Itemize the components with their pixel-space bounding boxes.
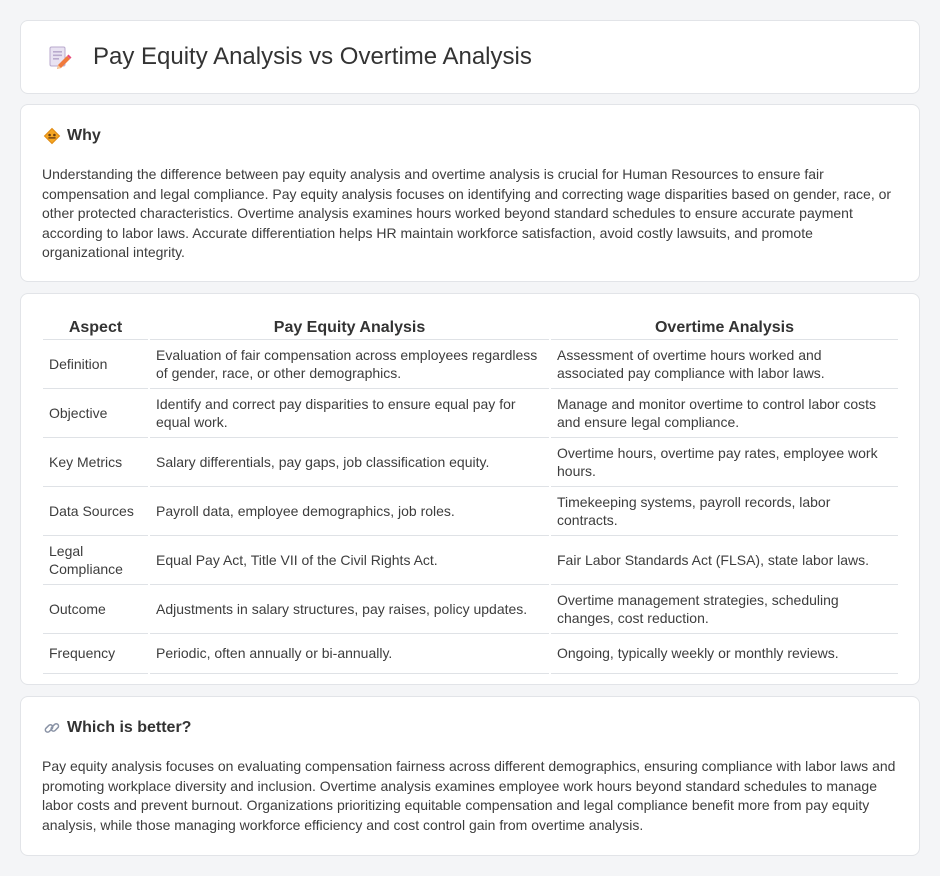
row-aspect: Objective xyxy=(43,388,149,437)
header-aspect: Aspect xyxy=(43,317,149,339)
row-overtime: Fair Labor Standards Act (FLSA), state labor laws. xyxy=(550,535,898,584)
diamond-sign-icon xyxy=(43,127,61,145)
row-pay-equity: Payroll data, employee demographics, job roles. xyxy=(149,486,550,535)
table-row xyxy=(43,437,898,486)
why-heading xyxy=(43,127,101,145)
row-aspect: Key Metrics xyxy=(43,437,149,486)
link-icon xyxy=(43,719,61,737)
table-header-row xyxy=(43,317,898,339)
better-heading xyxy=(43,719,191,737)
title-row xyxy=(45,43,532,71)
row-pay-equity: Adjustments in salary structures, pay raises, policy updates. xyxy=(149,584,550,633)
row-overtime: Overtime management strategies, scheduling changes, cost reduction. xyxy=(550,584,898,633)
row-aspect: Definition xyxy=(43,339,149,388)
row-overtime: Manage and monitor overtime to control labor costs and ensure legal compliance. xyxy=(550,388,898,437)
table-row xyxy=(43,584,898,633)
why-title: Why xyxy=(67,127,101,144)
row-pay-equity: Equal Pay Act, Title VII of the Civil Rights Act. xyxy=(149,535,550,584)
row-overtime: Ongoing, typically weekly or monthly reviews. xyxy=(550,633,898,673)
row-overtime: Overtime hours, overtime pay rates, employee work hours. xyxy=(550,437,898,486)
header-overtime: Overtime Analysis xyxy=(550,317,898,339)
table-row xyxy=(43,388,898,437)
row-aspect: Outcome xyxy=(43,584,149,633)
table-row xyxy=(43,535,898,584)
why-card xyxy=(20,104,920,282)
table-row xyxy=(43,633,898,673)
row-pay-equity: Evaluation of fair compensation across employees regardless of gender, race, or other demographics. xyxy=(149,339,550,388)
table-row xyxy=(43,486,898,535)
row-aspect: Frequency xyxy=(43,633,149,673)
comparison-card xyxy=(20,293,920,685)
row-pay-equity: Salary differentials, pay gaps, job classification equity. xyxy=(149,437,550,486)
better-text: Pay equity analysis focuses on evaluating compensation fairness across different demographics, ensuring compliance with labor laws and promoting workplace diversity and inclusion. Overtime analysis examines employee work hours beyond standard schedules to manage labor costs and prevent burnout. Organizations prioritizing equitable compensation and legal compliance benefit more from pay equity analysis, while those managing workforce efficiency and cost control gain from overtime analysis. xyxy=(42,758,896,833)
row-pay-equity: Identify and correct pay disparities to ensure equal pay for equal work. xyxy=(149,388,550,437)
better-title: Which is better? xyxy=(67,719,192,736)
which-better-card xyxy=(20,696,920,856)
row-overtime: Timekeeping systems, payroll records, labor contracts. xyxy=(550,486,898,535)
page-title: Pay Equity Analysis vs Overtime Analysis xyxy=(93,43,532,70)
row-aspect: Legal Compliance xyxy=(43,535,149,584)
table-row xyxy=(43,339,898,388)
row-aspect: Data Sources xyxy=(43,486,149,535)
why-text: Understanding the difference between pay equity analysis and overtime analysis is crucial for Human Resources to ensure fair compensation and legal compliance. Pay equity analysis focuses on identifying and correcting wage disparities based on gender, race, or other protected characteristics. Overtime analysis examines hours worked beyond standard schedules to ensure accurate payment according to labor laws. Accurate differentiation helps HR maintain workforce satisfaction, avoid costly lawsuits, and promote organizational integrity. xyxy=(42,166,892,261)
comparison-table xyxy=(43,317,898,674)
row-overtime: Assessment of overtime hours worked and associated pay compliance with labor laws. xyxy=(550,339,898,388)
row-pay-equity: Periodic, often annually or bi-annually. xyxy=(149,633,550,673)
document-pencil-icon xyxy=(45,43,73,71)
title-card xyxy=(20,20,920,94)
header-pay-equity: Pay Equity Analysis xyxy=(149,317,550,339)
